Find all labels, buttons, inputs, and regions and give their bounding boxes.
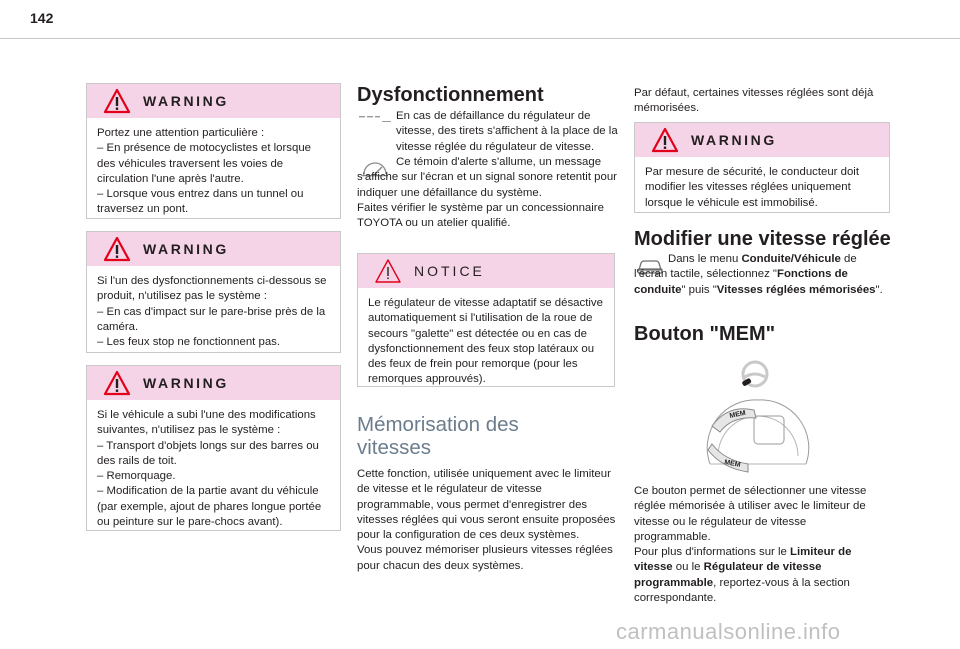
menu-name: Fonctions de conduite <box>634 268 848 296</box>
modify-text-part: Dans le menu <box>668 253 742 265</box>
warning-text: Par mesure de sécurité, le conducteur doit modifier les vitesses réglées uniquement lorsque le véhicule est immobilisé. <box>645 166 860 209</box>
warning-title: WARNING <box>143 241 229 257</box>
warning-header <box>87 84 340 118</box>
warning-title: WARNING <box>143 93 229 109</box>
section-reference: Limiteur de vitesse <box>634 546 852 574</box>
notice-title: NOTICE <box>414 263 485 279</box>
mem-text-part: ou le <box>672 561 704 574</box>
modify-text-part: de l'écran tactile, sélectionnez " <box>634 253 857 281</box>
dysfunction-text-1 <box>396 109 618 155</box>
mem-label: MEM <box>723 459 741 469</box>
warning-box-right <box>634 122 890 213</box>
section-reference: Régulateur de vitesse programmable <box>634 561 822 589</box>
page-number: 142 <box>30 10 54 26</box>
warning-title: WARNING <box>143 375 229 391</box>
modify-text-part: " puis " <box>681 283 717 296</box>
mem-text-part: Ce bouton permet de sélectionner une vitesse réglée mémorisée à utiliser avec le limiteur de vitesse ou le régulateur de vitesse programmable. Pour plus d'informations sur le <box>634 485 867 559</box>
notice-triangle-icon <box>374 258 402 284</box>
warning-text: Si le véhicule a subi l'une des modifications suivantes, n'utilisez pas le système : – Transport d'objets longs sur des barres ou des rails de toit. – Remorquage. – Modification de la partie avant du véhicule (par exemple, ajout de phares longue portée ou peinture sur le pare-chocs avant). <box>97 409 322 529</box>
dysfunction-paragraph-2: Ce témoin d'alerte s'allume, un message s'affiche sur l'écran et un signal sonore retentit pour indiquer une défaillance du système. Faites vérifier le système par un concessionnaire TOYOTA ou un atelier qualifié. <box>357 156 617 230</box>
intro-text <box>634 86 894 117</box>
warning-box-1 <box>86 83 341 219</box>
warning-box-2 <box>86 231 341 353</box>
warning-box-3 <box>86 365 341 531</box>
notice-header <box>358 254 614 288</box>
heading-mem-button: Bouton "MEM" <box>634 323 776 345</box>
dashed-speed-display-icon <box>358 112 392 126</box>
cruise-control-stalk-illustration <box>698 394 818 476</box>
notice-box <box>357 253 615 387</box>
header-divider <box>0 38 960 39</box>
warning-title: WARNING <box>691 132 777 148</box>
warning-triangle-icon <box>103 88 131 114</box>
section-title-memorisation: Mémorisation des vitesses <box>357 413 519 459</box>
heading-dysfonctionnement: Dysfonctionnement <box>357 84 544 106</box>
warning-triangle-icon <box>103 370 131 396</box>
memorisation-text <box>357 467 619 574</box>
warning-text: Si l'un des dysfonctionnements ci-dessous se produit, n'utilisez pas le système : – En cas d'impact sur le pare-brise près de la caméra. – Les feux stop ne fonctionnent pas. <box>97 275 327 349</box>
mem-text-part: , reportez-vous à la section correspondante. <box>634 576 850 605</box>
menu-name: Conduite/Véhicule <box>741 253 841 265</box>
mem-text <box>634 484 884 606</box>
warning-header <box>87 232 340 266</box>
menu-name: Vitesses réglées mémorisées <box>716 283 876 296</box>
watermark: carmanualsonline.info <box>616 619 841 644</box>
warning-triangle-icon <box>651 127 679 153</box>
warning-header <box>87 366 340 400</box>
heading-modifier: Modifier une vitesse réglée <box>634 228 891 250</box>
steering-wheel-icon <box>738 360 772 388</box>
memorisation-paragraph: Cette fonction, utilisée uniquement avec le limiteur de vitesse et le régulateur de vitesse programmable, vous permet d'enregistrer des vitesses réglées qui vous seront ensuite proposées pour la configuration de ces deux systèmes. Vous pouvez mémoriser plusieurs vitesses réglées pour chacun des deux systèmes. <box>357 468 616 572</box>
dysfunction-text-2 <box>357 155 619 231</box>
warning-text: Portez une attention particulière : – En présence de motocyclistes et lorsque des véhicules traversent les voies de circulation l'une après l'autre. – Lorsque vous entrez dans un tunnel ou traversez un pont. <box>97 127 312 216</box>
intro-paragraph: Par défaut, certaines vitesses réglées sont déjà mémorisées. <box>634 87 874 115</box>
notice-text: Le régulateur de vitesse adaptatif se désactive automatiquement si l'utilisation de la roue de secours "galette" est détectée ou en cas de dysfonctionnement des feux stop latéraux ou des feux de frein pour remorque (pour les remorques approuvés). <box>368 297 603 386</box>
mem-label: MEM <box>728 409 747 420</box>
modify-text <box>634 252 884 298</box>
dysfunction-paragraph-1: En cas de défaillance du régulateur de vitesse, des tirets s'affichent à la place de la vitesse réglée du régulateur de vitesse. <box>396 110 618 153</box>
warning-header <box>635 123 889 157</box>
warning-triangle-icon <box>103 236 131 262</box>
modify-text-part: ". <box>875 283 883 296</box>
